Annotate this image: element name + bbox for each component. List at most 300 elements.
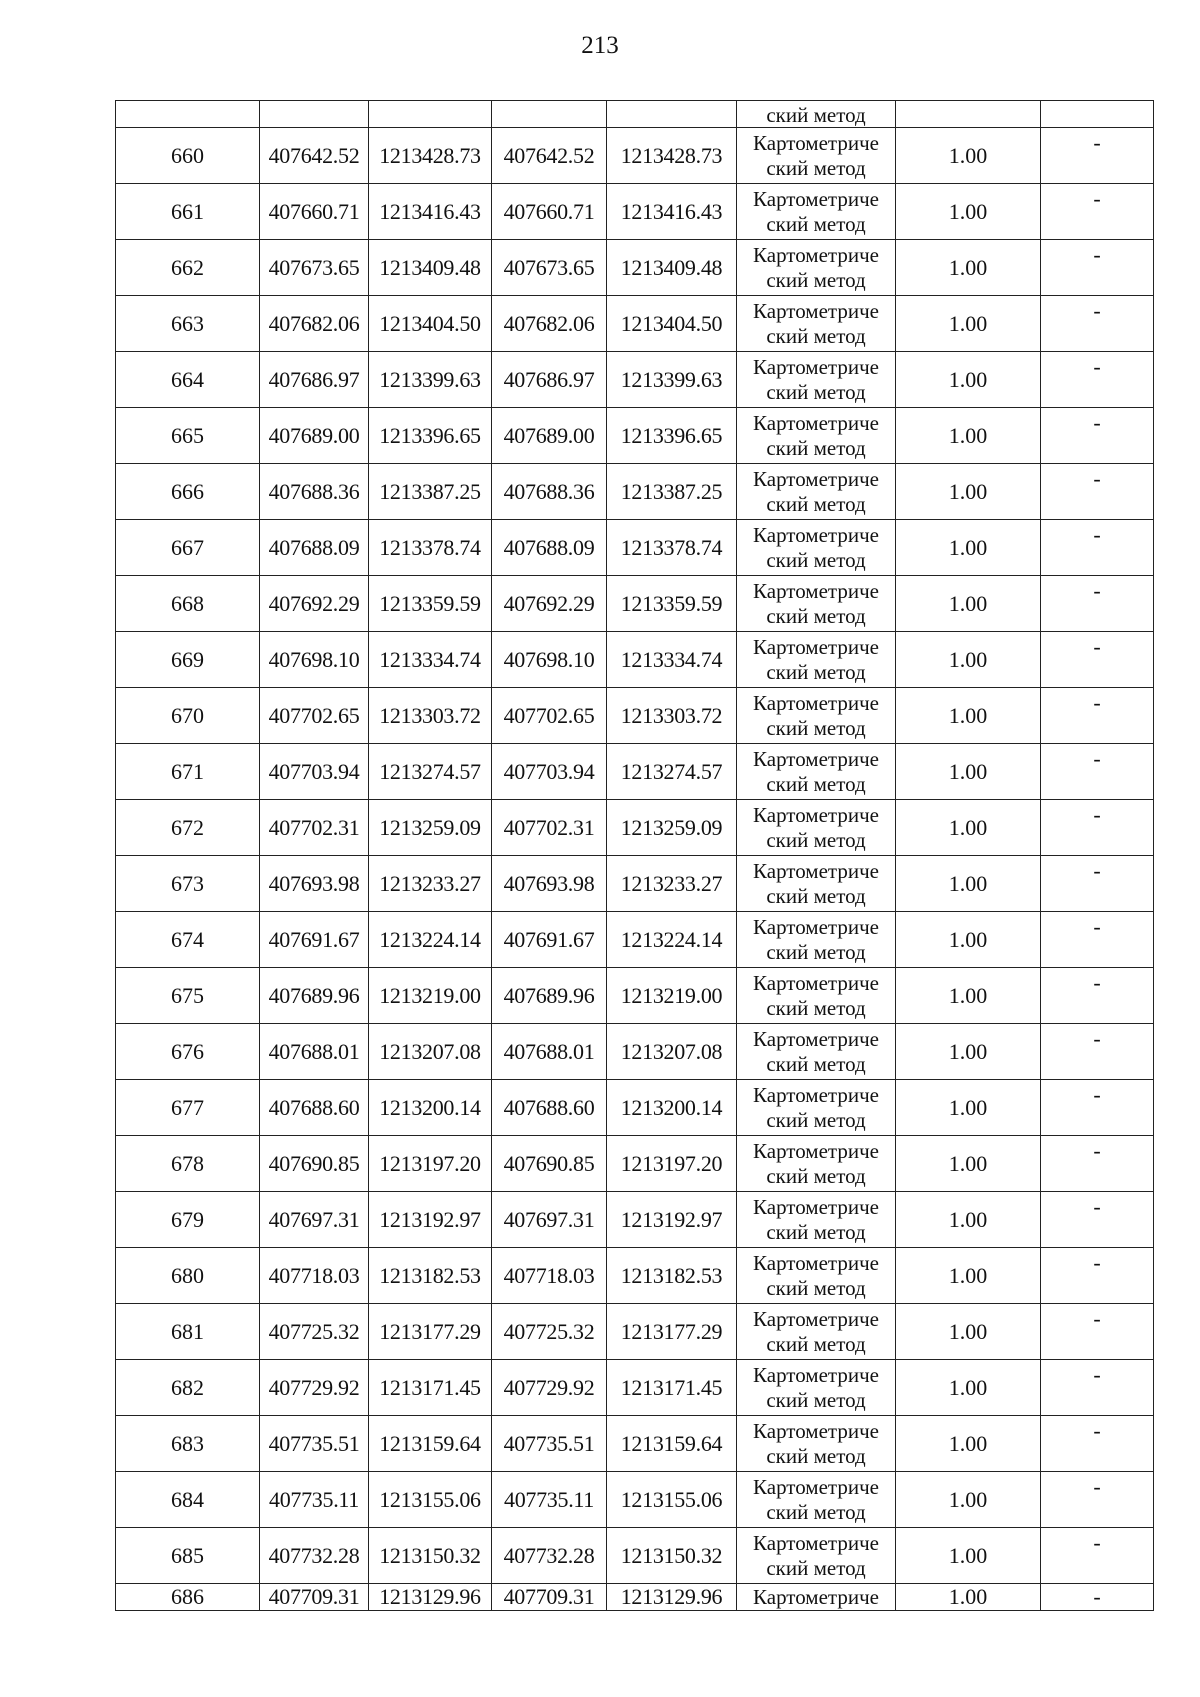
x1-cell: 407689.96 bbox=[260, 968, 369, 1024]
table-row bbox=[116, 1136, 1154, 1192]
note-cell: - bbox=[1041, 1584, 1154, 1611]
y2-cell: 1213177.29 bbox=[607, 1304, 737, 1360]
note-cell: - bbox=[1041, 408, 1154, 464]
accuracy-cell: 1.00 bbox=[896, 856, 1041, 912]
y2-cell: 1213197.20 bbox=[607, 1136, 737, 1192]
x1-cell: 407718.03 bbox=[260, 1248, 369, 1304]
table-row bbox=[116, 968, 1154, 1024]
method-cell bbox=[737, 1024, 896, 1080]
method-line-1: Картометриче bbox=[753, 1026, 879, 1051]
x2-cell: 407689.96 bbox=[492, 968, 607, 1024]
point-number-cell: 678 bbox=[116, 1136, 260, 1192]
y1-cell: 1213233.27 bbox=[369, 856, 492, 912]
method-line-1: Картометриче bbox=[753, 466, 879, 491]
x1-cell: 407702.31 bbox=[260, 800, 369, 856]
method-line-2: ский метод bbox=[766, 939, 866, 964]
point-number-cell: 686 bbox=[116, 1584, 260, 1611]
accuracy-cell: 1.00 bbox=[896, 1024, 1041, 1080]
y1-cell: 1213200.14 bbox=[369, 1080, 492, 1136]
continuation-row bbox=[116, 101, 1154, 128]
method-cell bbox=[737, 1416, 896, 1472]
method-line-1: Картометриче bbox=[753, 1474, 879, 1499]
x1-cell: 407702.65 bbox=[260, 688, 369, 744]
x1-cell: 407690.85 bbox=[260, 1136, 369, 1192]
x1-cell: 407693.98 bbox=[260, 856, 369, 912]
empty-cell bbox=[607, 101, 737, 128]
y2-cell: 1213396.65 bbox=[607, 408, 737, 464]
method-line-2: ский метод bbox=[766, 827, 866, 852]
x2-cell: 407732.28 bbox=[492, 1528, 607, 1584]
x2-cell: 407690.85 bbox=[492, 1136, 607, 1192]
x1-cell: 407682.06 bbox=[260, 296, 369, 352]
empty-cell bbox=[896, 101, 1041, 128]
note-cell: - bbox=[1041, 968, 1154, 1024]
accuracy-cell: 1.00 bbox=[896, 1192, 1041, 1248]
table-row bbox=[116, 1528, 1154, 1584]
table-row bbox=[116, 1472, 1154, 1528]
point-number-cell: 675 bbox=[116, 968, 260, 1024]
x2-cell: 407673.65 bbox=[492, 240, 607, 296]
method-cell bbox=[737, 744, 896, 800]
note-cell: - bbox=[1041, 688, 1154, 744]
note-cell: - bbox=[1041, 856, 1154, 912]
note-cell: - bbox=[1041, 1248, 1154, 1304]
x2-cell: 407688.60 bbox=[492, 1080, 607, 1136]
point-number-cell: 668 bbox=[116, 576, 260, 632]
method-line-2: ский метод bbox=[766, 995, 866, 1020]
table-row bbox=[116, 240, 1154, 296]
note-cell: - bbox=[1041, 1304, 1154, 1360]
table-row bbox=[116, 912, 1154, 968]
x2-cell: 407702.65 bbox=[492, 688, 607, 744]
page-number: 213 bbox=[581, 32, 619, 59]
method-line-2: ский метод bbox=[766, 715, 866, 740]
method-continuation-cell: ский метод bbox=[737, 101, 896, 128]
point-number-cell: 666 bbox=[116, 464, 260, 520]
method-line-1: Картометриче bbox=[753, 410, 879, 435]
y2-cell: 1213259.09 bbox=[607, 800, 737, 856]
y2-cell: 1213155.06 bbox=[607, 1472, 737, 1528]
y2-cell: 1213233.27 bbox=[607, 856, 737, 912]
note-cell: - bbox=[1041, 1360, 1154, 1416]
point-number-cell: 672 bbox=[116, 800, 260, 856]
method-cell bbox=[737, 800, 896, 856]
x1-cell: 407725.32 bbox=[260, 1304, 369, 1360]
y2-cell: 1213387.25 bbox=[607, 464, 737, 520]
accuracy-cell: 1.00 bbox=[896, 464, 1041, 520]
method-line-1: Картометриче bbox=[753, 1530, 879, 1555]
table-row bbox=[116, 184, 1154, 240]
y1-cell: 1213224.14 bbox=[369, 912, 492, 968]
x1-cell: 407692.29 bbox=[260, 576, 369, 632]
method-cell bbox=[737, 968, 896, 1024]
accuracy-cell: 1.00 bbox=[896, 1136, 1041, 1192]
table-row-last bbox=[116, 1584, 1154, 1611]
note-cell: - bbox=[1041, 744, 1154, 800]
note-cell: - bbox=[1041, 1528, 1154, 1584]
point-number-cell: 660 bbox=[116, 128, 260, 184]
table-row bbox=[116, 1248, 1154, 1304]
note-cell: - bbox=[1041, 912, 1154, 968]
method-line-2: ский метод bbox=[766, 379, 866, 404]
y1-cell: 1213396.65 bbox=[369, 408, 492, 464]
method-line-1: Картометриче bbox=[753, 690, 879, 715]
x1-cell: 407735.51 bbox=[260, 1416, 369, 1472]
y1-cell: 1213182.53 bbox=[369, 1248, 492, 1304]
x1-cell: 407673.65 bbox=[260, 240, 369, 296]
x2-cell: 407682.06 bbox=[492, 296, 607, 352]
y1-cell: 1213177.29 bbox=[369, 1304, 492, 1360]
note-cell: - bbox=[1041, 576, 1154, 632]
y2-cell: 1213416.43 bbox=[607, 184, 737, 240]
accuracy-cell: 1.00 bbox=[896, 968, 1041, 1024]
point-number-cell: 679 bbox=[116, 1192, 260, 1248]
method-line-1: Картометриче bbox=[753, 1082, 879, 1107]
method-line-2: ский метод bbox=[766, 1443, 866, 1468]
method-cell bbox=[737, 1472, 896, 1528]
method-cell bbox=[737, 912, 896, 968]
note-cell: - bbox=[1041, 128, 1154, 184]
x1-cell: 407642.52 bbox=[260, 128, 369, 184]
x1-cell: 407691.67 bbox=[260, 912, 369, 968]
x2-cell: 407642.52 bbox=[492, 128, 607, 184]
y1-cell: 1213219.00 bbox=[369, 968, 492, 1024]
y1-cell: 1213155.06 bbox=[369, 1472, 492, 1528]
empty-cell bbox=[369, 101, 492, 128]
y1-cell: 1213334.74 bbox=[369, 632, 492, 688]
method-cell bbox=[737, 184, 896, 240]
table-row bbox=[116, 688, 1154, 744]
accuracy-cell: 1.00 bbox=[896, 632, 1041, 688]
method-cell bbox=[737, 856, 896, 912]
note-cell: - bbox=[1041, 632, 1154, 688]
method-line-2: ский метод bbox=[766, 1331, 866, 1356]
note-cell: - bbox=[1041, 184, 1154, 240]
x2-cell: 407689.00 bbox=[492, 408, 607, 464]
y1-cell: 1213428.73 bbox=[369, 128, 492, 184]
y2-cell: 1213224.14 bbox=[607, 912, 737, 968]
method-line-2: ский метод bbox=[766, 771, 866, 796]
x2-cell: 407686.97 bbox=[492, 352, 607, 408]
method-line-2: ский метод bbox=[766, 155, 866, 180]
x2-cell: 407692.29 bbox=[492, 576, 607, 632]
point-number-cell: 662 bbox=[116, 240, 260, 296]
note-cell: - bbox=[1041, 1080, 1154, 1136]
point-number-cell: 671 bbox=[116, 744, 260, 800]
method-cell bbox=[737, 240, 896, 296]
table-row bbox=[116, 1192, 1154, 1248]
method-cell: Картометриче bbox=[737, 1584, 896, 1611]
point-number-cell: 674 bbox=[116, 912, 260, 968]
note-cell: - bbox=[1041, 520, 1154, 576]
point-number-cell: 664 bbox=[116, 352, 260, 408]
x1-cell: 407729.92 bbox=[260, 1360, 369, 1416]
x1-cell: 407732.28 bbox=[260, 1528, 369, 1584]
y1-cell: 1213404.50 bbox=[369, 296, 492, 352]
table-body bbox=[116, 101, 1154, 1611]
method-line-1: Картометриче bbox=[753, 242, 879, 267]
x2-cell: 407735.11 bbox=[492, 1472, 607, 1528]
y2-cell: 1213274.57 bbox=[607, 744, 737, 800]
x1-cell: 407688.09 bbox=[260, 520, 369, 576]
accuracy-cell: 1.00 bbox=[896, 184, 1041, 240]
method-line-1: Картометриче bbox=[753, 354, 879, 379]
method-cell bbox=[737, 352, 896, 408]
method-line-1: Картометриче bbox=[753, 970, 879, 995]
method-line-1: Картометриче bbox=[753, 1138, 879, 1163]
point-number-cell: 670 bbox=[116, 688, 260, 744]
x2-cell: 407698.10 bbox=[492, 632, 607, 688]
method-cell bbox=[737, 576, 896, 632]
accuracy-cell: 1.00 bbox=[896, 1080, 1041, 1136]
point-number-cell: 677 bbox=[116, 1080, 260, 1136]
accuracy-cell: 1.00 bbox=[896, 744, 1041, 800]
method-cell bbox=[737, 128, 896, 184]
point-number-cell: 682 bbox=[116, 1360, 260, 1416]
accuracy-cell: 1.00 bbox=[896, 1584, 1041, 1611]
accuracy-cell: 1.00 bbox=[896, 688, 1041, 744]
accuracy-cell: 1.00 bbox=[896, 1360, 1041, 1416]
note-cell: - bbox=[1041, 296, 1154, 352]
accuracy-cell: 1.00 bbox=[896, 1416, 1041, 1472]
table-row bbox=[116, 296, 1154, 352]
x2-cell: 407729.92 bbox=[492, 1360, 607, 1416]
method-line-1: Картометриче bbox=[753, 858, 879, 883]
empty-cell bbox=[1041, 101, 1154, 128]
note-cell: - bbox=[1041, 1192, 1154, 1248]
method-line-1: Картометриче bbox=[753, 802, 879, 827]
y2-cell: 1213171.45 bbox=[607, 1360, 737, 1416]
method-line-1: Картометриче bbox=[753, 1194, 879, 1219]
method-cell bbox=[737, 408, 896, 464]
y1-cell: 1213129.96 bbox=[369, 1584, 492, 1611]
x1-cell: 407735.11 bbox=[260, 1472, 369, 1528]
method-line-1: Картометриче bbox=[753, 1362, 879, 1387]
y2-cell: 1213409.48 bbox=[607, 240, 737, 296]
x2-cell: 407702.31 bbox=[492, 800, 607, 856]
x2-cell: 407688.36 bbox=[492, 464, 607, 520]
method-line-2: ский метод bbox=[766, 1051, 866, 1076]
y2-cell: 1213359.59 bbox=[607, 576, 737, 632]
table-row bbox=[116, 1080, 1154, 1136]
method-line-2: ский метод bbox=[766, 1387, 866, 1412]
x2-cell: 407697.31 bbox=[492, 1192, 607, 1248]
method-cell bbox=[737, 1080, 896, 1136]
note-cell: - bbox=[1041, 1136, 1154, 1192]
point-number-cell: 661 bbox=[116, 184, 260, 240]
point-number-cell: 683 bbox=[116, 1416, 260, 1472]
method-line-1: Картометриче bbox=[753, 298, 879, 323]
note-cell: - bbox=[1041, 1472, 1154, 1528]
table-row bbox=[116, 408, 1154, 464]
x2-cell: 407709.31 bbox=[492, 1584, 607, 1611]
empty-cell bbox=[116, 101, 260, 128]
method-line-2: ский метод bbox=[766, 1275, 866, 1300]
method-line-2: ский метод bbox=[766, 491, 866, 516]
method-cell bbox=[737, 520, 896, 576]
point-number-cell: 681 bbox=[116, 1304, 260, 1360]
method-line-2: ский метод bbox=[766, 267, 866, 292]
method-line-2: ский метод bbox=[766, 211, 866, 236]
method-cell bbox=[737, 464, 896, 520]
coordinates-table-container bbox=[115, 100, 1154, 1611]
method-cell bbox=[737, 1360, 896, 1416]
method-line-2: ский метод bbox=[766, 1555, 866, 1580]
x2-cell: 407688.01 bbox=[492, 1024, 607, 1080]
method-line-1: Картометриче bbox=[753, 746, 879, 771]
method-cell bbox=[737, 1528, 896, 1584]
empty-cell bbox=[260, 101, 369, 128]
method-line-1: Картометриче bbox=[753, 186, 879, 211]
table-row bbox=[116, 1360, 1154, 1416]
table-row bbox=[116, 744, 1154, 800]
table-row bbox=[116, 352, 1154, 408]
y2-cell: 1213200.14 bbox=[607, 1080, 737, 1136]
method-line-2: ский метод bbox=[766, 603, 866, 628]
table-row bbox=[116, 800, 1154, 856]
table-row bbox=[116, 1024, 1154, 1080]
note-cell: - bbox=[1041, 352, 1154, 408]
table-row bbox=[116, 520, 1154, 576]
accuracy-cell: 1.00 bbox=[896, 352, 1041, 408]
x2-cell: 407718.03 bbox=[492, 1248, 607, 1304]
x1-cell: 407686.97 bbox=[260, 352, 369, 408]
accuracy-cell: 1.00 bbox=[896, 1528, 1041, 1584]
y2-cell: 1213399.63 bbox=[607, 352, 737, 408]
empty-cell bbox=[492, 101, 607, 128]
y1-cell: 1213207.08 bbox=[369, 1024, 492, 1080]
point-number-cell: 669 bbox=[116, 632, 260, 688]
method-line-2: ский метод bbox=[766, 323, 866, 348]
note-cell: - bbox=[1041, 240, 1154, 296]
x1-cell: 407709.31 bbox=[260, 1584, 369, 1611]
method-line-2: ский метод bbox=[766, 1163, 866, 1188]
y1-cell: 1213192.97 bbox=[369, 1192, 492, 1248]
note-cell: - bbox=[1041, 1416, 1154, 1472]
point-number-cell: 665 bbox=[116, 408, 260, 464]
y1-cell: 1213416.43 bbox=[369, 184, 492, 240]
note-cell: - bbox=[1041, 464, 1154, 520]
table-row bbox=[116, 576, 1154, 632]
table-row bbox=[116, 856, 1154, 912]
y1-cell: 1213399.63 bbox=[369, 352, 492, 408]
method-line-1: Картометриче bbox=[753, 578, 879, 603]
method-line-2: ский метод bbox=[766, 659, 866, 684]
x1-cell: 407698.10 bbox=[260, 632, 369, 688]
x1-cell: 407689.00 bbox=[260, 408, 369, 464]
method-line-2: ский метод bbox=[766, 547, 866, 572]
method-line-2: ский метод bbox=[766, 1219, 866, 1244]
y1-cell: 1213197.20 bbox=[369, 1136, 492, 1192]
accuracy-cell: 1.00 bbox=[896, 520, 1041, 576]
x1-cell: 407688.01 bbox=[260, 1024, 369, 1080]
y2-cell: 1213192.97 bbox=[607, 1192, 737, 1248]
method-line-2: ский метод bbox=[766, 1499, 866, 1524]
x2-cell: 407693.98 bbox=[492, 856, 607, 912]
method-line-1: Картометриче bbox=[753, 914, 879, 939]
method-line-2: ский метод bbox=[766, 435, 866, 460]
y2-cell: 1213219.00 bbox=[607, 968, 737, 1024]
coordinates-table bbox=[115, 100, 1154, 1611]
accuracy-cell: 1.00 bbox=[896, 408, 1041, 464]
method-cell bbox=[737, 632, 896, 688]
method-line-2: ский метод bbox=[766, 883, 866, 908]
method-cell bbox=[737, 1136, 896, 1192]
x2-cell: 407660.71 bbox=[492, 184, 607, 240]
y1-cell: 1213409.48 bbox=[369, 240, 492, 296]
table-row bbox=[116, 128, 1154, 184]
method-line-1: Картометриче bbox=[753, 1306, 879, 1331]
table-row bbox=[116, 1416, 1154, 1472]
method-line-1: Картометриче bbox=[753, 634, 879, 659]
y2-cell: 1213150.32 bbox=[607, 1528, 737, 1584]
method-cell bbox=[737, 1248, 896, 1304]
accuracy-cell: 1.00 bbox=[896, 240, 1041, 296]
accuracy-cell: 1.00 bbox=[896, 1248, 1041, 1304]
method-line-1: Картометриче bbox=[753, 1418, 879, 1443]
x1-cell: 407697.31 bbox=[260, 1192, 369, 1248]
method-cell bbox=[737, 1304, 896, 1360]
accuracy-cell: 1.00 bbox=[896, 1304, 1041, 1360]
method-line-2: ский метод bbox=[766, 1107, 866, 1132]
y1-cell: 1213171.45 bbox=[369, 1360, 492, 1416]
x2-cell: 407688.09 bbox=[492, 520, 607, 576]
note-cell: - bbox=[1041, 800, 1154, 856]
x1-cell: 407688.60 bbox=[260, 1080, 369, 1136]
y2-cell: 1213303.72 bbox=[607, 688, 737, 744]
x2-cell: 407691.67 bbox=[492, 912, 607, 968]
method-cell bbox=[737, 688, 896, 744]
accuracy-cell: 1.00 bbox=[896, 128, 1041, 184]
point-number-cell: 680 bbox=[116, 1248, 260, 1304]
y2-cell: 1213428.73 bbox=[607, 128, 737, 184]
accuracy-cell: 1.00 bbox=[896, 1472, 1041, 1528]
point-number-cell: 673 bbox=[116, 856, 260, 912]
note-cell: - bbox=[1041, 1024, 1154, 1080]
point-number-cell: 663 bbox=[116, 296, 260, 352]
table-row bbox=[116, 464, 1154, 520]
x1-cell: 407703.94 bbox=[260, 744, 369, 800]
y2-cell: 1213378.74 bbox=[607, 520, 737, 576]
method-cell bbox=[737, 1192, 896, 1248]
y1-cell: 1213259.09 bbox=[369, 800, 492, 856]
point-number-cell: 685 bbox=[116, 1528, 260, 1584]
x2-cell: 407703.94 bbox=[492, 744, 607, 800]
y1-cell: 1213378.74 bbox=[369, 520, 492, 576]
y1-cell: 1213159.64 bbox=[369, 1416, 492, 1472]
accuracy-cell: 1.00 bbox=[896, 912, 1041, 968]
x1-cell: 407688.36 bbox=[260, 464, 369, 520]
point-number-cell: 684 bbox=[116, 1472, 260, 1528]
x1-cell: 407660.71 bbox=[260, 184, 369, 240]
point-number-cell: 676 bbox=[116, 1024, 260, 1080]
y2-cell: 1213334.74 bbox=[607, 632, 737, 688]
y2-cell: 1213159.64 bbox=[607, 1416, 737, 1472]
accuracy-cell: 1.00 bbox=[896, 800, 1041, 856]
method-cell bbox=[737, 296, 896, 352]
y2-cell: 1213404.50 bbox=[607, 296, 737, 352]
y1-cell: 1213303.72 bbox=[369, 688, 492, 744]
y2-cell: 1213129.96 bbox=[607, 1584, 737, 1611]
x2-cell: 407735.51 bbox=[492, 1416, 607, 1472]
table-row bbox=[116, 632, 1154, 688]
method-line-1: Картометриче bbox=[753, 1250, 879, 1275]
table-row bbox=[116, 1304, 1154, 1360]
method-line-1: Картометриче bbox=[753, 522, 879, 547]
y1-cell: 1213359.59 bbox=[369, 576, 492, 632]
accuracy-cell: 1.00 bbox=[896, 296, 1041, 352]
y2-cell: 1213207.08 bbox=[607, 1024, 737, 1080]
